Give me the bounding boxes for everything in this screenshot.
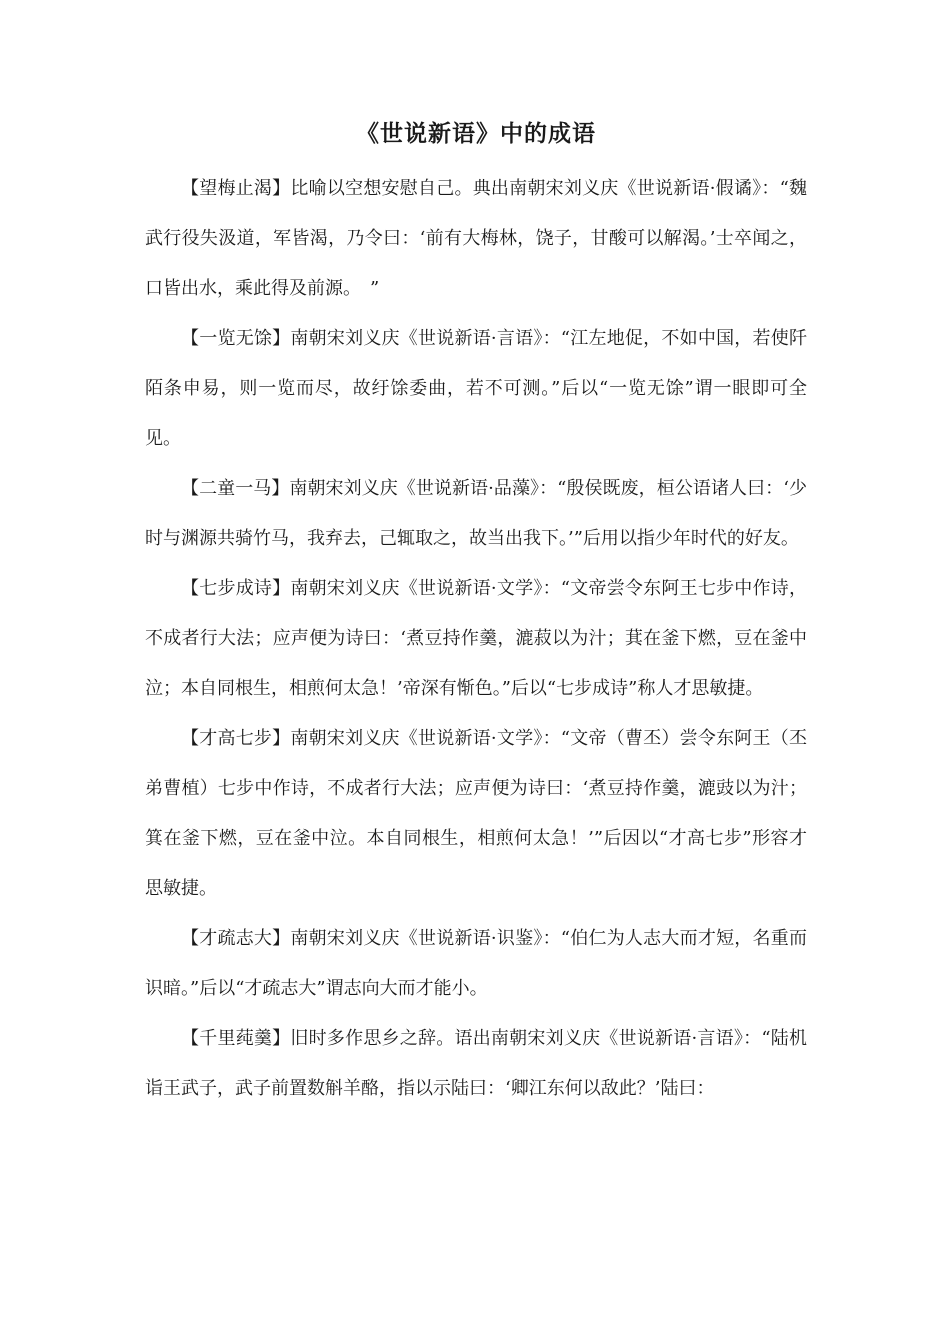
entry-term: 【千里莼羹】 xyxy=(181,1028,291,1049)
entry-term: 【望梅止渴】 xyxy=(181,178,291,199)
entry-ertong xyxy=(145,464,807,564)
entry-qianli xyxy=(145,1014,807,1114)
entry-text: 南朝宋刘义庆《世说新语·文学》：“文帝（曹丕）尝令东阿王（丕弟曹植）七步中作诗，不成者行大法；应声便为诗曰：‘煮豆持作羹，漉豉以为汁；箕在釜下燃，豆在釜中泣。本自同根生，相煎何太急！’”后因以“才高七步”形容才思敏捷。 xyxy=(145,728,808,899)
document-page xyxy=(145,110,807,1114)
entry-text: 南朝宋刘义庆《世说新语·文学》：“文帝尝令东阿王七步中作诗，不成者行大法；应声便为诗曰：‘煮豆持作羹，漉菽以为汁；萁在釜下燃，豆在釜中泣；本自同根生，相煎何太急！’帝深有惭色。”后以“七步成诗”称人才思敏捷。 xyxy=(145,578,808,699)
entry-text: 南朝宋刘义庆《世说新语·品藻》：“殷侯既废，桓公语诸人曰：‘少时与渊源共骑竹马，我弃去，己辄取之，故当出我下。’”后用以指少年时代的好友。 xyxy=(145,478,807,549)
entry-text: 旧时多作思乡之辞。语出南朝宋刘义庆《世说新语·言语》：“陆机诣王武子，武子前置数斛羊酪，指以示陆曰：‘卿江东何以敌此？’陆曰： xyxy=(145,1028,808,1099)
entry-qibu xyxy=(145,564,807,714)
entry-text: 南朝宋刘义庆《世说新语·识鉴》：“伯仁为人志大而才短，名重而识暗。”后以“才疏志大”谓志向大而才能小。 xyxy=(145,928,808,999)
entry-term: 【才高七步】 xyxy=(181,728,291,749)
entry-term: 【二童一马】 xyxy=(181,478,290,499)
entry-term: 【一览无馀】 xyxy=(181,328,291,349)
entry-text: 比喻以空想安慰自己。典出南朝宋刘义庆《世说新语·假谲》：“魏武行役失汲道，军皆渴，乃令曰：‘前有大梅林，饶子，甘酸可以解渴。’士卒闻之，口皆出水，乘此得及前源。 ” xyxy=(145,178,808,299)
entry-term: 【七步成诗】 xyxy=(181,578,291,599)
entry-term: 【才疏志大】 xyxy=(181,928,291,949)
entry-text: 南朝宋刘义庆《世说新语·言语》：“江左地促，不如中国，若使阡陌条申易，则一览而尽，故纡馀委曲，若不可测。”后以“一览无馀”谓一眼即可全见。 xyxy=(145,328,808,449)
entry-yilan xyxy=(145,314,807,464)
entry-caishu xyxy=(145,914,807,1014)
entry-caigao xyxy=(145,714,807,914)
document-title: 《世说新语》中的成语 xyxy=(356,120,596,147)
entry-wangmei xyxy=(145,164,807,314)
